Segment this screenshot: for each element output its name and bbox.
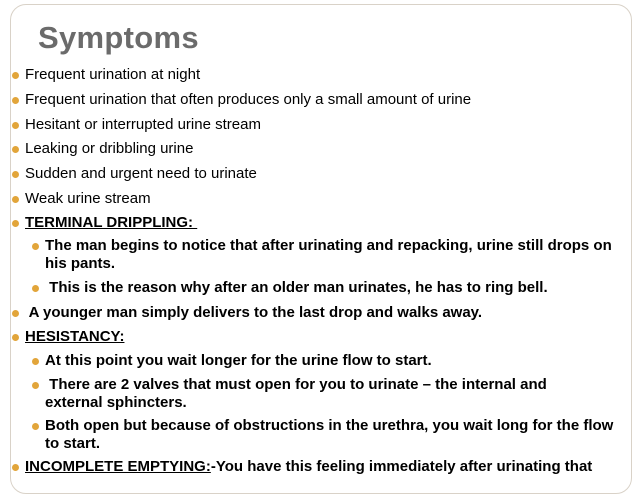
incomplete-emptying-text: -You have this feeling immediately after urinating that [210, 458, 593, 475]
bullet-icon [12, 72, 19, 79]
bullet-icon [32, 358, 39, 365]
bullet-icon [32, 243, 39, 250]
bullet-icon [12, 334, 19, 341]
bullet-icon [12, 310, 19, 317]
bullet-icon [12, 171, 19, 178]
bullet-icon [32, 382, 39, 389]
bullet-icon [12, 220, 19, 227]
bullet-icon [12, 196, 19, 203]
bullet-icon [12, 146, 19, 153]
bullet-icon [32, 423, 39, 430]
bullet-icon [12, 122, 19, 129]
page-title: Symptoms [38, 20, 199, 55]
bullet-icon [12, 97, 19, 104]
bullet-icon [32, 285, 39, 292]
bullet-icon [12, 464, 19, 471]
incomplete-emptying-heading: INCOMPLETE EMPTYING: [25, 458, 211, 475]
